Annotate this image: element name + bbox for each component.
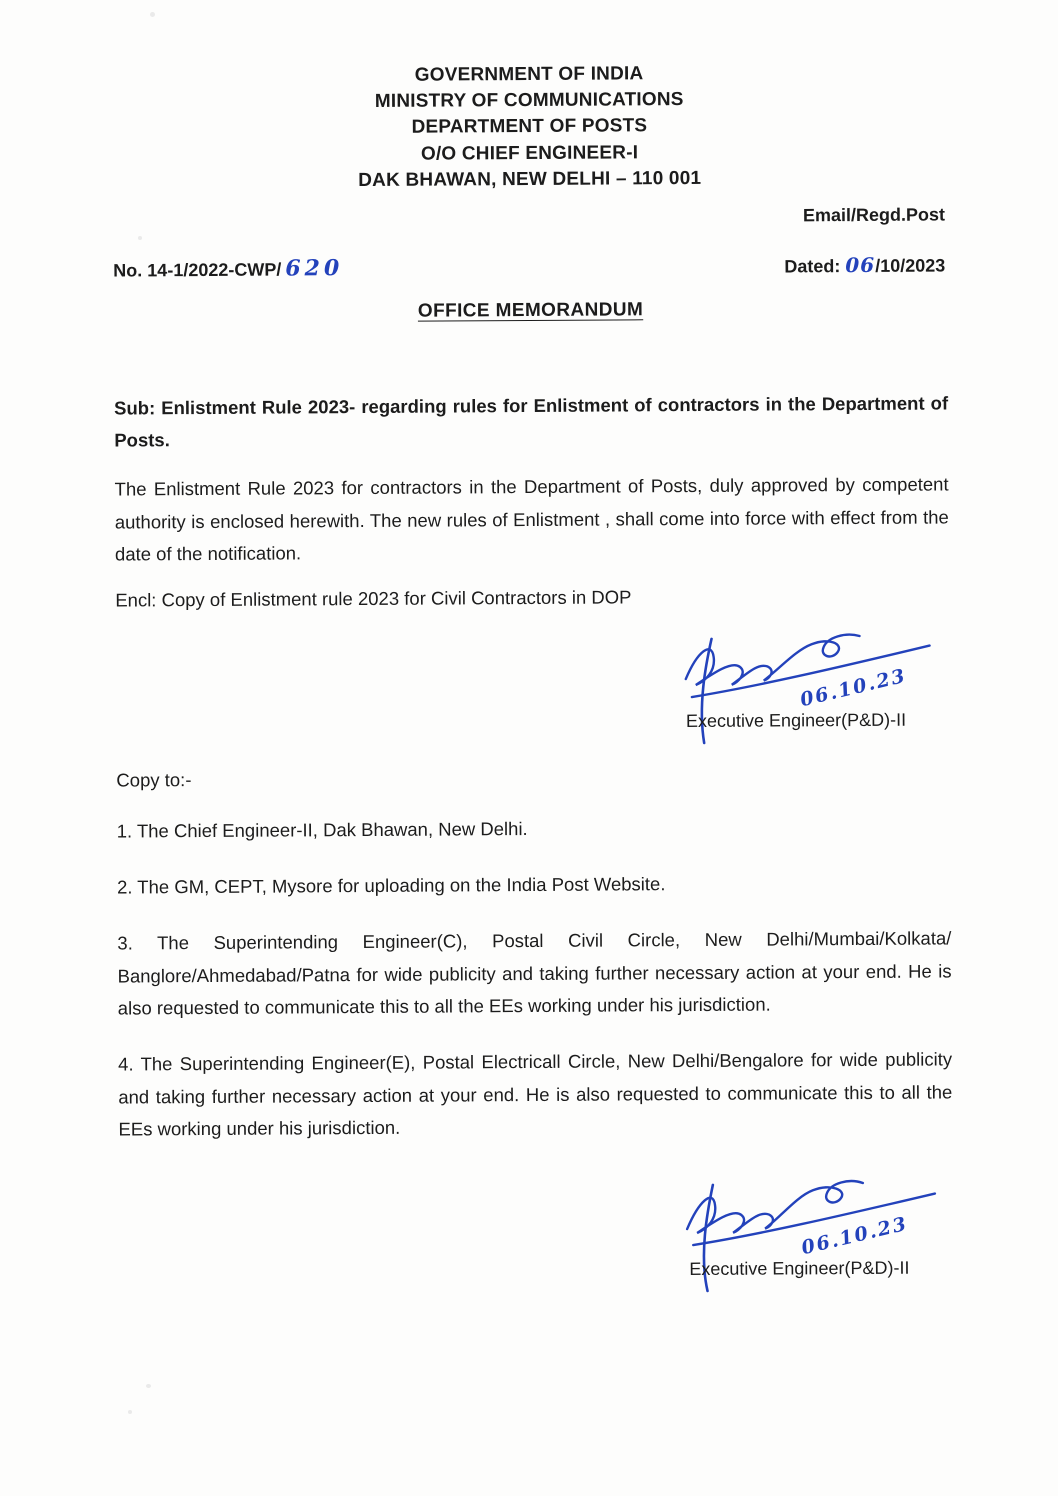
reference-row: [113, 252, 947, 283]
scan-artifact: [138, 236, 142, 240]
reference-number-handwritten: 620: [285, 255, 344, 282]
scan-artifact: [146, 1384, 151, 1388]
letterhead-line-government: GOVERNMENT OF INDIA: [414, 63, 644, 86]
signature-block-1: [635, 619, 956, 732]
copy-to-label: Copy to:-: [116, 768, 192, 791]
reference-number-printed: No. 14-1/2022-CWP/: [113, 259, 282, 281]
body-paragraph: The Enlistment Rule 2023 for contractors in the Department of Posts, duly approved by competent authority is enclosed herewith. The new rules of Enlistment , shall come into force with effect from the date of the notification.: [114, 473, 949, 565]
signature-block-2: [639, 1167, 960, 1280]
copy-item-3: 3. The Superintending Engineer(C), Postal Civil Circle, New Delhi/Mumbai/Kolkata/ Banglore/Ahmedabad/Patna for wide publicity and taking further necessary action at your end. He is also requested to communicate this to all the EEs working under his jurisdiction.: [117, 927, 952, 1019]
subject-line: Sub: Enlistment Rule 2023- regarding rules for Enlistment of contractors in the Department of Posts.: [114, 392, 949, 451]
signature-date-handwritten-2: 06.10.23: [799, 1212, 911, 1259]
mail-mode-label: Email/Regd.Post: [802, 204, 946, 226]
dated-field: [784, 253, 947, 278]
scan-artifact: [128, 1410, 132, 1414]
dated-label: Dated:: [784, 256, 841, 277]
copy-item-2: 2. The GM, CEPT, Mysore for uploading on the India Post Website.: [116, 873, 666, 898]
scan-artifact: [150, 12, 155, 17]
letterhead-line-ministry: MINISTRY OF COMMUNICATIONS: [374, 89, 684, 113]
letterhead: [112, 59, 947, 195]
letterhead-line-office: O/O CHIEF ENGINEER-I: [420, 141, 639, 165]
memo-title: OFFICE MEMORANDUM: [417, 299, 644, 322]
dated-printed-rest: /10/2023: [875, 255, 946, 276]
letterhead-line-department: DEPARTMENT OF POSTS: [411, 115, 648, 139]
reference-number: [113, 255, 343, 282]
letterhead-line-address: DAK BHAWAN, NEW DELHI – 110 001: [358, 167, 702, 191]
enclosure-line: Encl: Copy of Enlistment rule 2023 for Civil Contractors in DOP: [115, 586, 632, 611]
copy-item-4: 4. The Superintending Engineer(E), Postal Electricall Circle, New Delhi/Bengalore for wide publicity and taking further necessary action at your end. He is also requested to communicate this to all the EEs working under his jurisdiction.: [118, 1048, 953, 1140]
signature-designation-2: Executive Engineer(P&D)-II: [689, 1257, 910, 1279]
copy-item-1: 1. The Chief Engineer-II, Dak Bhawan, New Delhi.: [116, 817, 528, 842]
signature-designation-1: Executive Engineer(P&D)-II: [685, 709, 907, 731]
signature-date-handwritten-1: 06.10.23: [798, 664, 909, 711]
dated-day-handwritten: 06: [845, 252, 876, 278]
